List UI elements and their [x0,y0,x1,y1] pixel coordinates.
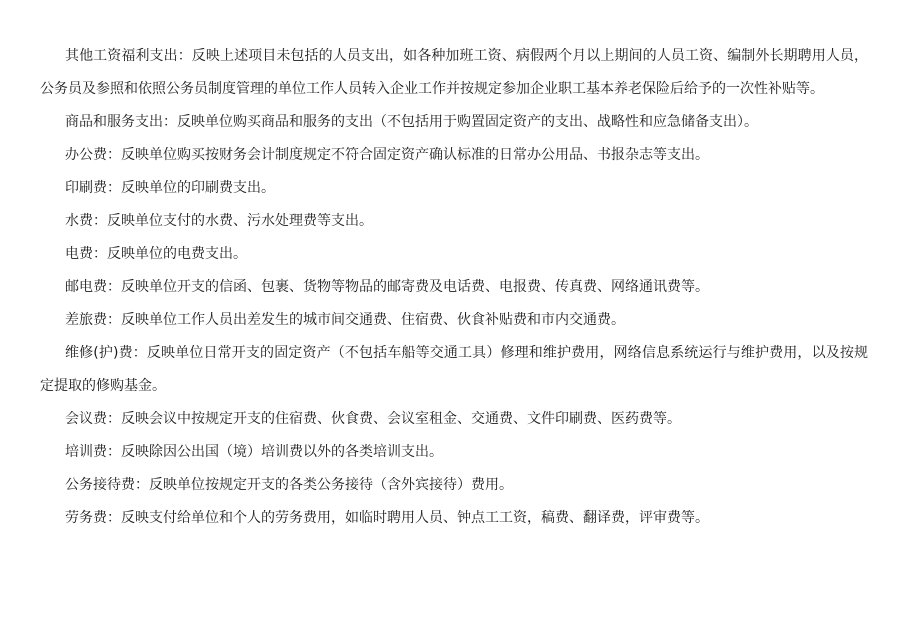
paragraph-printing: 印刷费：反映单位的印刷费支出。 [65,180,275,196]
paragraph-water: 水费：反映单位支付的水费、污水处理费等支出。 [65,213,373,229]
paragraph-postal-telecom: 邮电费：反映单位开支的信函、包裹、货物等物品的邮寄费及电话费、电报费、传真费、网络通讯费等。 [65,279,709,295]
paragraph-labor-service: 劳务费：反映支付给单位和个人的劳务费用，如临时聘用人员、钟点工工资，稿费、翻译费，评审费等。 [65,510,709,526]
paragraph-maintenance: 维修(护)费：反映单位日常开支的固定资产（不包括车船等交通工具）修理和维护费用，网络信息系统运行与维护费用，以及按规定提取的修购基金。 [40,345,868,394]
paragraph-other-wages-benefits: 其他工资福利支出：反映上述项目未包括的人员支出，如各种加班工资、病假两个月以上期间的人员工资、编制外长期聘用人员，公务员及参照和依照公务员制度管理的单位工作人员转入企业工作并按规定参加企业职工基本养老保险后给予的一次性补贴等。 [40,48,868,97]
paragraph-official-reception: 公务接待费：反映单位按规定开支的各类公务接待（含外宾接待）费用。 [65,477,513,493]
document-body [40,40,868,535]
paragraph-travel: 差旅费：反映单位工作人员出差发生的城市间交通费、住宿费、伙食补贴费和市内交通费。 [65,312,625,328]
paragraph-electricity: 电费：反映单位的电费支出。 [65,246,247,262]
paragraph-office-expenses: 办公费：反映单位购买按财务会计制度规定不符合固定资产确认标准的日常办公用品、书报杂志等支出。 [65,147,709,163]
paragraph-meeting: 会议费：反映会议中按规定开支的住宿费、伙食费、会议室租金、交通费、文件印刷费、医药费等。 [65,411,681,427]
paragraph-goods-services: 商品和服务支出：反映单位购买商品和服务的支出（不包括用于购置固定资产的支出、战略性和应急储备支出）。 [65,114,758,130]
paragraph-training: 培训费：反映除因公出国（境）培训费以外的各类培训支出。 [65,444,443,460]
